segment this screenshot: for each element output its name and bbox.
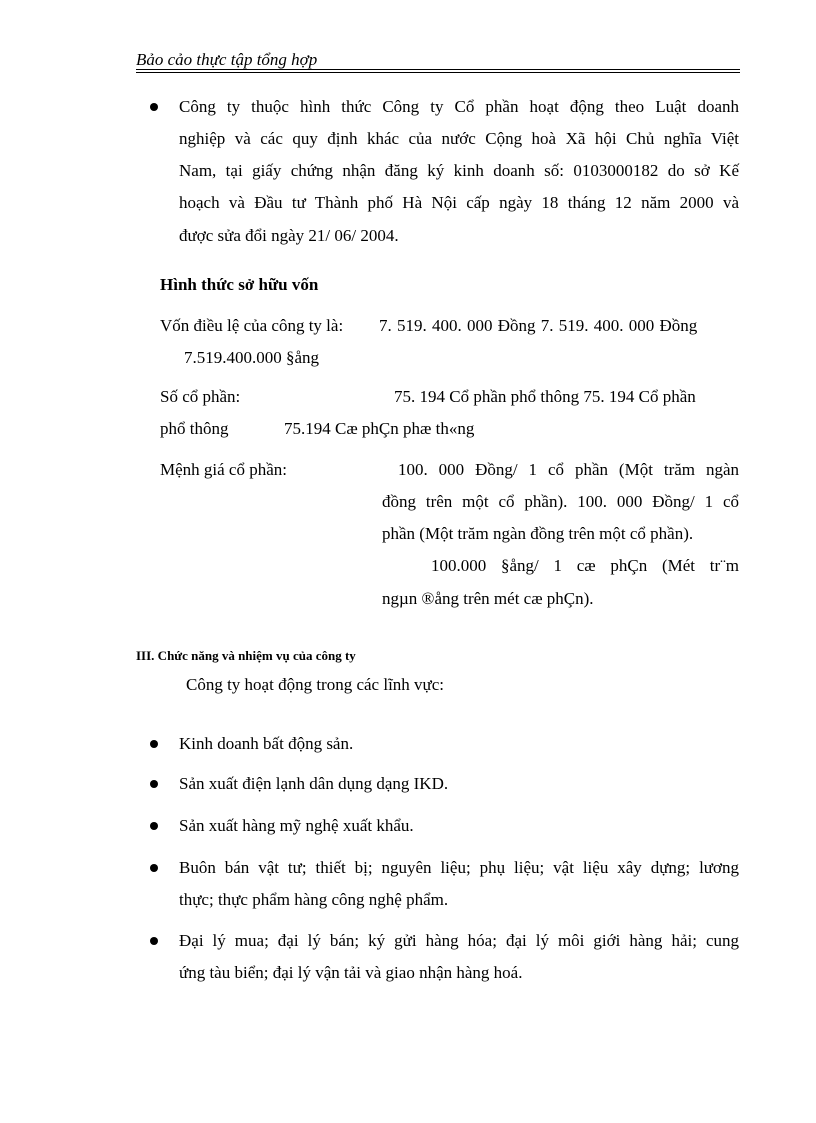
page-header [136,50,740,72]
par-line-3: phần (Một trăm ngàn đồng trên một cổ phần). [382,524,694,543]
charter-value-garbled: 7.519.400.000 §ång [184,348,320,367]
list-item: Buôn bán vật tư; thiết bị; nguyên liệu; phụ liệu; vật liệu xây dựng; lương [179,858,739,877]
intro-line-4: hoạch và Đầu tư Thành phố Hà Nội cấp ngày 18 tháng 12 năm 2000 và [179,193,739,212]
header-rule [136,69,740,70]
intro-line-5: được sửa đổi ngày 21/ 06/ 2004. [179,226,399,245]
bullet-icon [150,937,158,945]
section-intro: Công ty hoạt động trong các lĩnh vực: [186,675,445,694]
intro-line-1: Công ty thuộc hình thức Công ty Cổ phần hoạt động theo Luật doanh [179,97,739,116]
list-item-cont: thực; thực phẩm hàng công nghệ phẩm. [179,890,449,909]
shares-value-2a: phổ thông [160,419,229,438]
intro-line-2: nghiệp và các quy định khác của nước Cộng hoà Xã hội Chủ nghĩa Việt [179,129,739,148]
par-line-5: ngµn ®ång trên mét cæ phÇn). [382,589,594,608]
par-label: Mệnh giá cổ phần: [160,460,287,479]
charter-label: Vốn điều lệ của công ty là: [160,316,344,335]
list-item: Đại lý mua; đại lý bán; ký gửi hàng hóa; đại lý môi giới hàng hải; cung [179,931,739,950]
list-item: Sản xuất hàng mỹ nghệ xuất khẩu. [179,816,414,835]
shares-label: Số cổ phần: [160,387,241,406]
shares-value-1: 75. 194 Cổ phần phổ thông 75. 194 Cổ phần [394,387,696,406]
ownership-heading: Hình thức sở hữu vốn [160,275,319,294]
list-item: Sản xuất điện lạnh dân dụng dạng IKD. [179,774,449,793]
shares-value-2b: 75.194 Cæ phÇn phæ th«ng [284,419,475,438]
bullet-icon [150,864,158,872]
bullet-icon [150,740,158,748]
bullet-icon [150,780,158,788]
bullet-icon [150,103,158,111]
header-rule-double [136,72,740,73]
list-item-cont: ứng tàu biển; đại lý vận tải và giao nhận hàng hoá. [179,963,523,982]
par-line-1: 100. 000 Đồng/ 1 cổ phần (Một trăm ngàn [398,460,739,479]
intro-line-3: Nam, tại giấy chứng nhận đăng ký kinh doanh số: 0103000182 do sở Kế [179,161,739,180]
bullet-icon [150,822,158,830]
par-line-4: 100.000 §ång/ 1 cæ phÇn (Mét tr¨m [431,556,739,575]
charter-value: 7. 519. 400. 000 Đồng 7. 519. 400. 000 Đồng [379,316,698,335]
section-title: III. Chức năng và nhiệm vụ của công ty [136,648,356,663]
list-item: Kinh doanh bất động sản. [179,734,354,753]
par-line-2: đồng trên một cổ phần). 100. 000 Đồng/ 1 cổ [382,492,739,511]
header-title: Bảo cảo thực tập tổng hợp [136,50,318,69]
